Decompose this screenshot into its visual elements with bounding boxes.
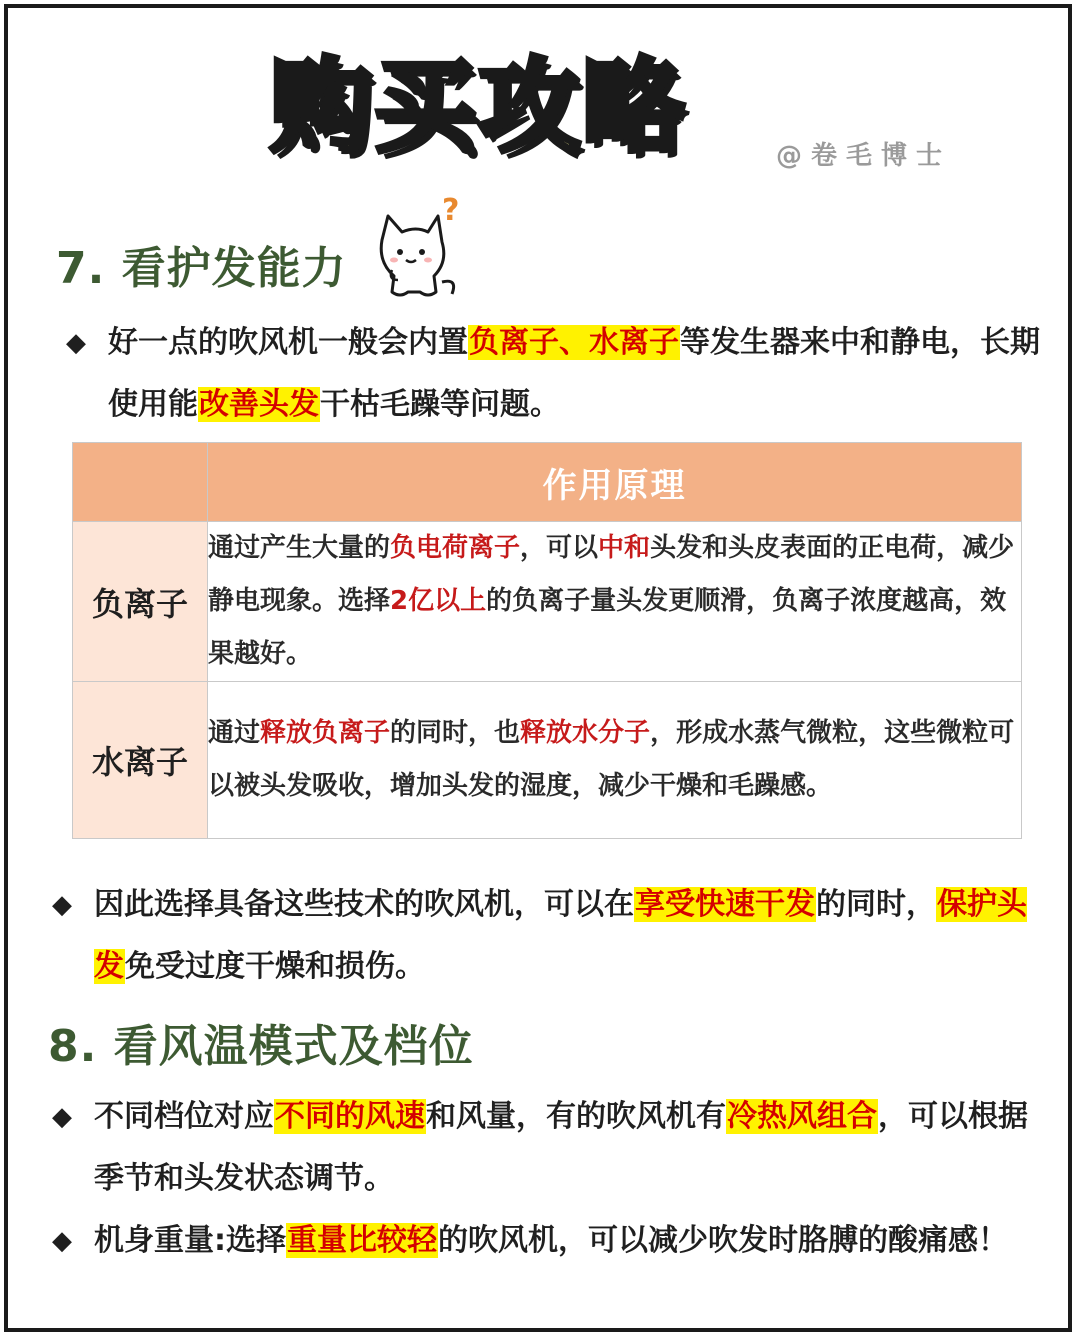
- page-title: 购买攻略: [270, 48, 686, 167]
- bullet-text: [108, 312, 1048, 436]
- text-segment: 免受过度干燥和损伤。: [125, 949, 425, 984]
- text-segment: 不同档位对应: [94, 1099, 274, 1134]
- table-header: 作用原理: [208, 443, 1022, 522]
- text-segment: 的同时，: [816, 887, 936, 922]
- table-corner-cell: [73, 443, 208, 522]
- emphasis-text: 负电荷离子: [390, 533, 521, 563]
- diamond-bullet-icon: ◆: [66, 328, 86, 358]
- text-segment: 干枯毛躁等问题。: [320, 387, 560, 422]
- principle-table: [72, 442, 1022, 839]
- highlight-wind-speed: 不同的风速: [275, 1099, 425, 1134]
- diamond-bullet-icon: ◆: [52, 890, 72, 920]
- bullet-text: [94, 1086, 1054, 1210]
- text-segment: 和风量，有的吹风机有: [426, 1099, 726, 1134]
- text-segment: 头发和头皮表面的正电荷，减少静电现象。选择: [208, 533, 1015, 616]
- row-label-water-ion: 水离子: [73, 682, 208, 839]
- text-segment: 等发生器来中和静电，长期使用能: [108, 325, 1040, 422]
- text-segment: 的同时，也: [390, 718, 521, 748]
- diamond-bullet-icon: ◆: [52, 1102, 72, 1132]
- highlight-light-weight: 重量比较轻: [287, 1223, 437, 1258]
- text-segment: 机身重量:选择: [94, 1223, 286, 1258]
- author-signature: @卷毛博士: [776, 141, 952, 171]
- emphasis-text: 释放负离子: [260, 718, 391, 748]
- section-7-heading: 7. 看护发能力: [56, 243, 347, 294]
- question-mark-icon: ?: [442, 196, 460, 228]
- row-label-negative-ion: 负离子: [73, 522, 208, 682]
- row-desc-water-ion: [208, 682, 1022, 839]
- emphasis-text: 2亿以上: [390, 586, 487, 616]
- text-segment: 因此选择具备这些技术的吹风机，可以在: [94, 887, 634, 922]
- highlight-improve-hair: 改善头发: [199, 387, 319, 422]
- text-segment: 的负离子量头发更顺滑，负离子浓度越高，效果越好。: [208, 586, 1007, 669]
- highlight-ions: 负离子、水离子: [469, 325, 679, 360]
- highlight-fast-dry: 享受快速干发: [635, 887, 815, 922]
- highlight-protect-hair: 保护头发: [94, 887, 1027, 984]
- text-segment: ，可以: [520, 533, 599, 563]
- text-segment: 好一点的吹风机一般会内置: [108, 325, 468, 360]
- highlight-hot-cold: 冷热风组合: [727, 1099, 877, 1134]
- table-row: [73, 522, 1022, 682]
- cat-mascot-icon: [372, 196, 464, 304]
- bullet-text: [94, 1210, 1054, 1272]
- bullet-text: [94, 874, 1054, 998]
- emphasis-text: 释放水分子: [520, 718, 651, 748]
- text-segment: ，形成水蒸气微粒，这些微粒可以被头发吸收，增加头发的湿度，减少干燥和毛躁感。: [208, 718, 1015, 801]
- row-desc-negative-ion: [208, 522, 1022, 682]
- text-segment: 的吹风机，可以减少吹发时胳膊的酸痛感！: [438, 1223, 1008, 1258]
- section-8-heading: 8. 看风温模式及档位: [48, 1021, 474, 1072]
- text-segment: 通过产生大量的: [208, 533, 391, 563]
- text-segment: ，可以根据季节和头发状态调节。: [94, 1099, 1028, 1196]
- table-row: [73, 682, 1022, 839]
- emphasis-text: 中和: [598, 533, 651, 563]
- text-segment: 通过: [208, 718, 261, 748]
- diamond-bullet-icon: ◆: [52, 1226, 72, 1256]
